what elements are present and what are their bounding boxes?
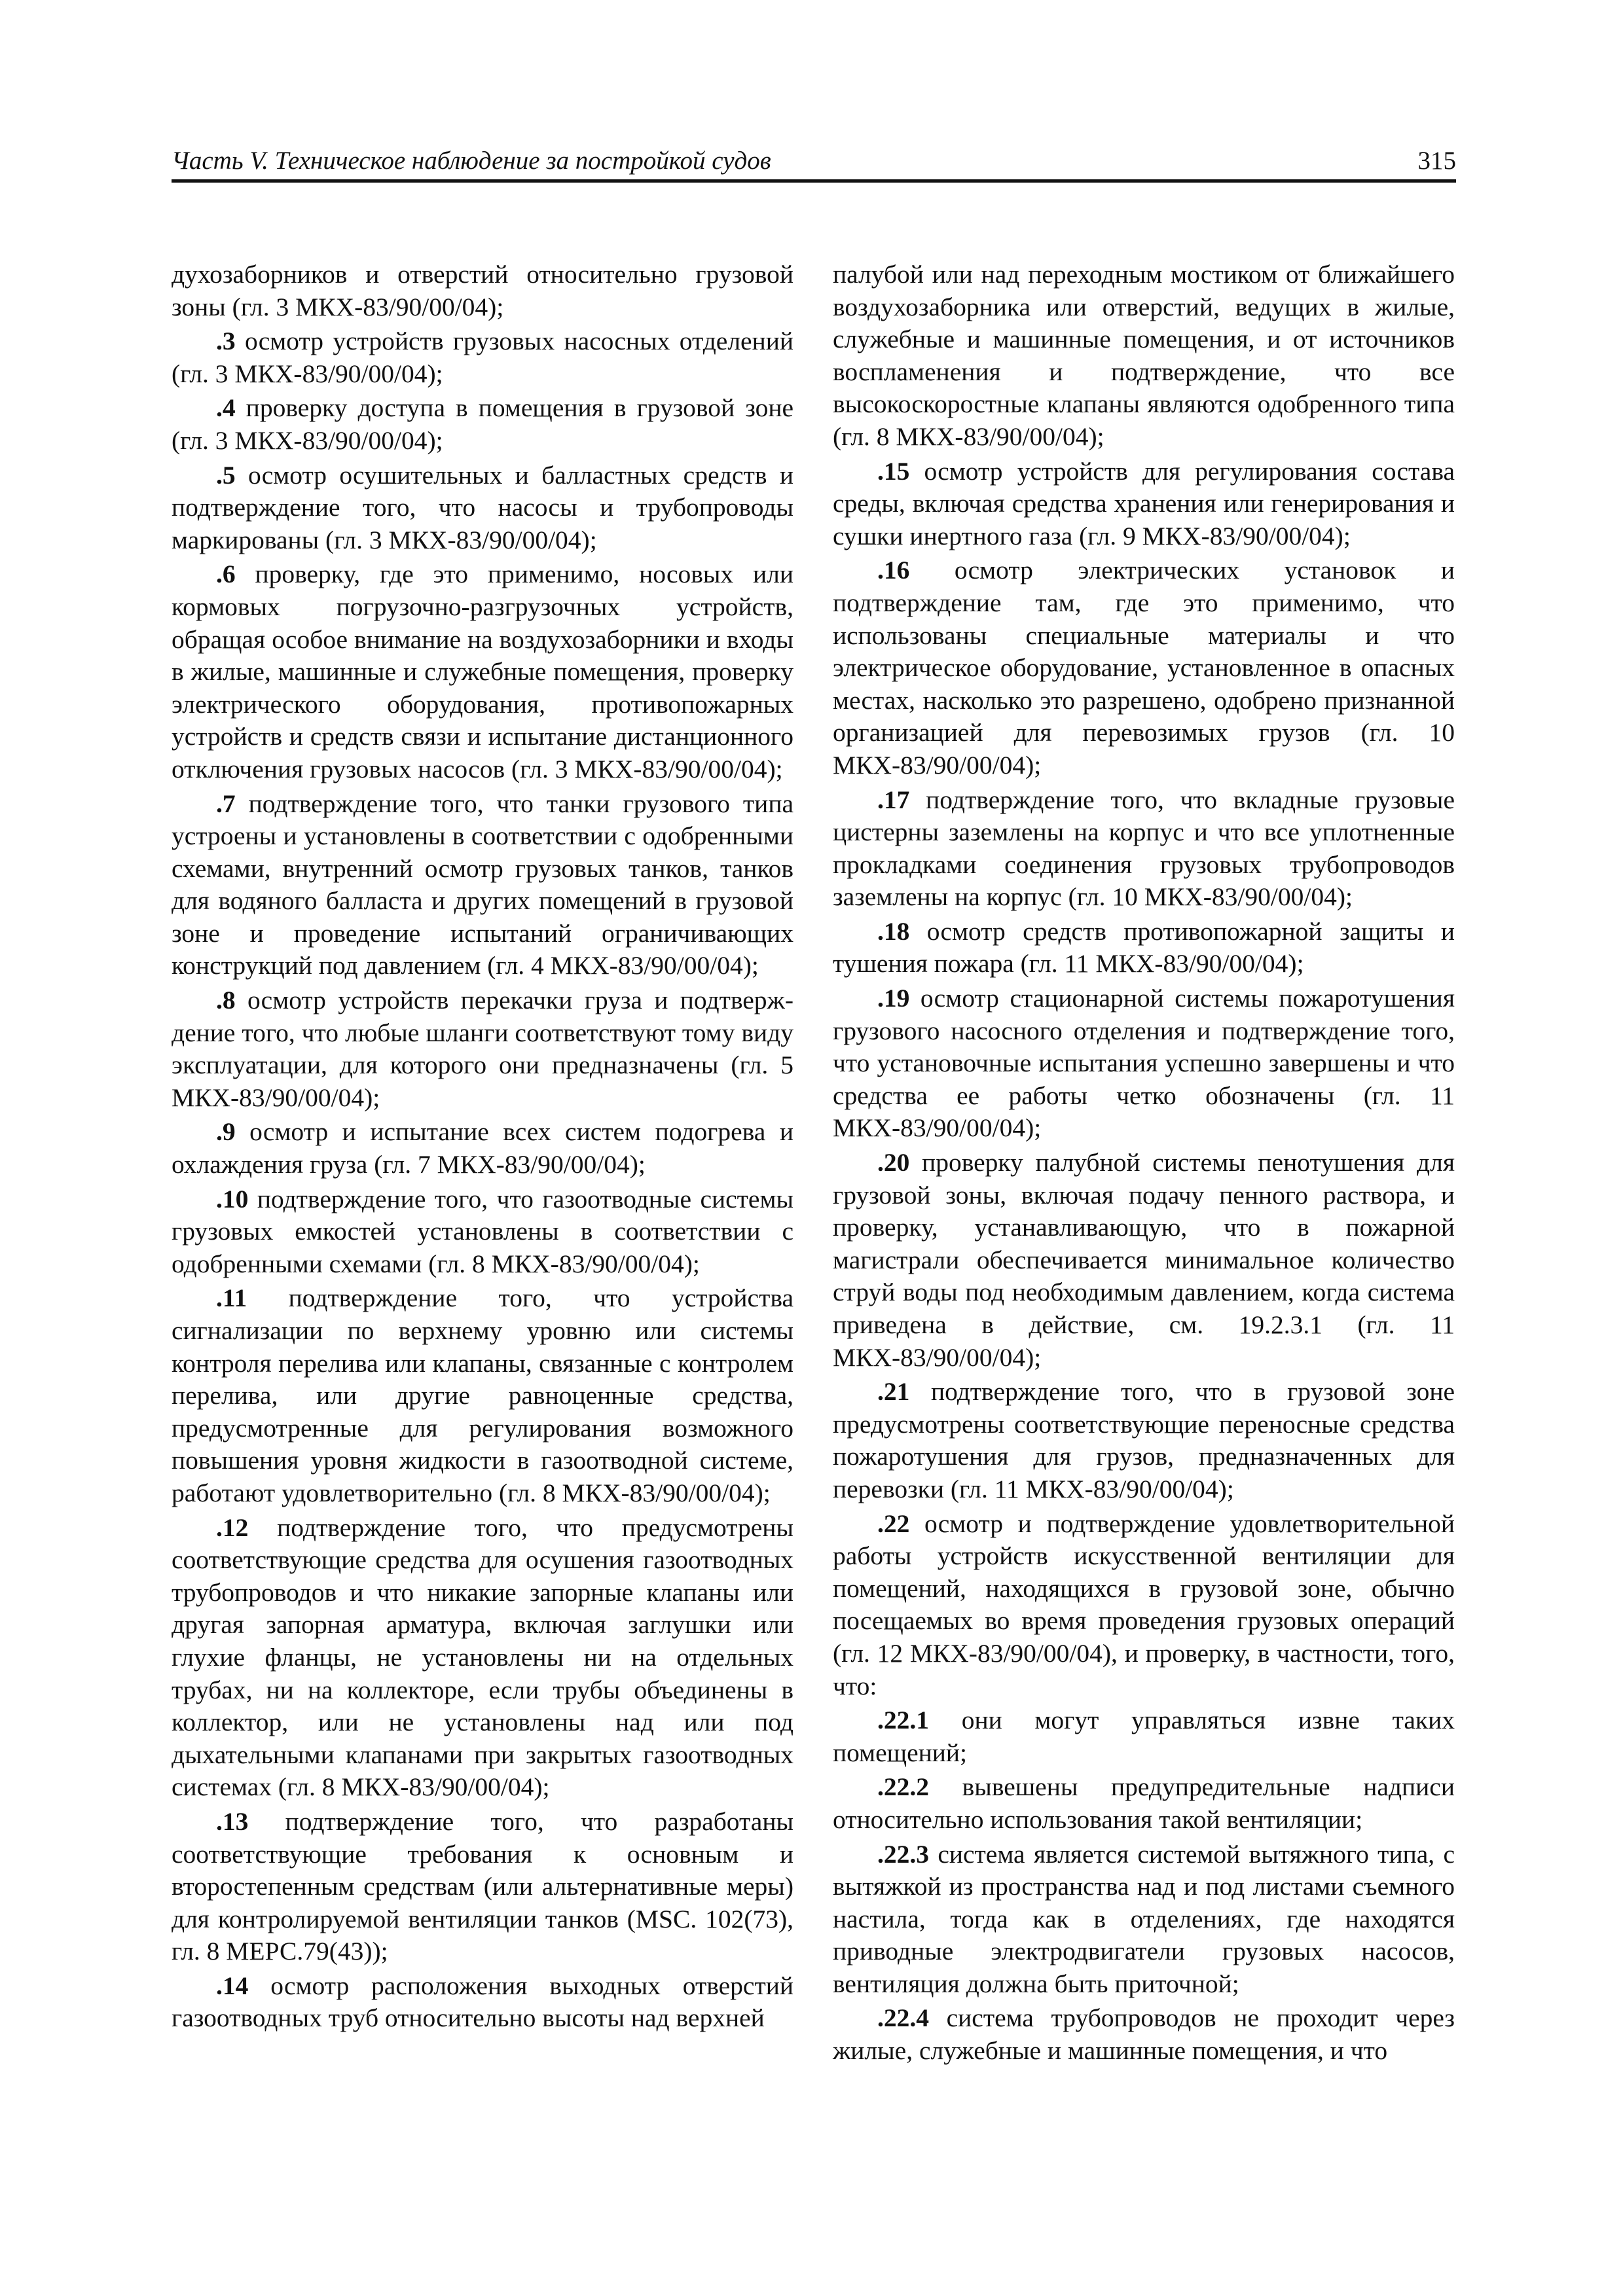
paragraph: .9 осмотр и испытание всех систем подогрева и охлаждения груза (гл. 7 МКХ-83/90/00/04); — [172, 1117, 793, 1179]
item-number: .5 — [216, 460, 236, 490]
item-number: .11 — [216, 1283, 247, 1313]
right-column — [833, 259, 1455, 2070]
item-number: .22.4 — [877, 2003, 929, 2033]
left-column — [172, 259, 793, 2037]
item-number: .9 — [216, 1117, 236, 1147]
item-number: .17 — [877, 785, 910, 814]
item-number: .22.1 — [877, 1706, 929, 1735]
page-number: 315 — [1417, 147, 1456, 175]
item-number: .15 — [877, 456, 910, 486]
item-number: .3 — [216, 327, 236, 356]
item-number: .10 — [216, 1184, 249, 1213]
item-number: .22.2 — [877, 1772, 929, 1802]
item-number: .6 — [216, 560, 236, 589]
running-header — [172, 143, 1456, 183]
paragraph: .3 осмотр устройств грузовых насосных отделений (гл. 3 МКХ-83/90/00/04); — [172, 327, 793, 388]
paragraph: .17 подтверждение того, что вкладные грузовые цистерны заземлены на корпус и что все уплотненные прокладками соединения грузовых трубопроводов заземлены на корпус (гл. 10 МКХ-83/90/00/04); — [833, 785, 1455, 912]
item-number: .16 — [877, 556, 910, 585]
paragraph: .16 осмотр электрических установок и подтверждение там, где это применимо, что использованы специальные материалы и что электрическое оборудование, установленное в опасных местах, насколько это разрешено, одобрено признанной организацией для перевозимых грузов (гл. 10 МКХ-83/90/00/04); — [833, 556, 1455, 780]
paragraph: .10 подтверждение того, что газоотводные системы грузовых емкостей установлены в соответствии с одобренными схемами (гл. 8 МКХ-83/90/00/04); — [172, 1184, 793, 1278]
paragraph: .22.2 вывешены предупредительные надписи относительно использования такой вентиляции; — [833, 1772, 1455, 1834]
paragraph: .18 осмотр средств противопожарной защиты и тушения пожара (гл. 11 МКХ-83/90/00/04); — [833, 916, 1455, 978]
item-number: .20 — [877, 1148, 910, 1177]
paragraph: .12 подтверждение того, что предусмотрены соответствующие средства для осушения газоотводных трубопроводов и что никакие запорные клапаны или другая запорная арматура, включая заглушки или глухие фланцы, не установлены ни на отдельных трубах, ни на коллекторе, если трубы объединены в коллектор, или не установлены над или под дыхательными клапанами при закрытых газоотводных системах (гл. 8 МКХ-83/90/00/04); — [172, 1513, 793, 1802]
item-number: .12 — [216, 1513, 249, 1542]
paragraph: .22.1 они могут управляться извне таких помещений; — [833, 1706, 1455, 1767]
item-number: .4 — [216, 393, 236, 423]
paragraph: .11 подтверждение того, что устройства сигнализации по верхнему уровню или системы контроля перелива или клапаны, связанные с контролем перелива, или другие равноценные средства, предусмотренные для регулирования возможного повышения уровня жидкости в газоотводной системе, работают удовлетворительно (гл. 8 МКХ-83/90/00/04); — [172, 1283, 793, 1507]
paragraph: .13 подтверждение того, что разработаны соответствующие требования к основным и второстепенным средствам (или альтернативные меры) для контролируемой вентиляции танков (MSC. 102(73), гл. 8 МЕРС.79(43)); — [172, 1806, 793, 1966]
paragraph: палубой или над переходным мостиком от ближайшего воздухозаборника или отверстий, ведущих в жилые, служебные и машинные помещения, и от источников воспламенения и подтверждение, что все высокоскоростные клапаны являются одобренного типа (гл. 8 МКХ-83/90/00/04); — [833, 260, 1455, 451]
paragraph: .14 осмотр расположения выходных отверстий газоотводных труб относительно высоты над верхней — [172, 1971, 793, 2033]
item-number: .21 — [877, 1377, 910, 1407]
item-number: .18 — [877, 916, 910, 946]
running-header-title: Часть V. Техническое наблюдение за постройкой судов — [172, 147, 771, 175]
paragraph: духозаборников и отверстий относительно грузовой зоны (гл. 3 МКХ-83/90/00/04); — [172, 260, 793, 321]
item-number: .22 — [877, 1509, 910, 1538]
paragraph: .19 осмотр стационарной системы пожаротушения грузового насосного отделения и подтверждение того, что установочные испытания успешно завершены и что средства ее работы четко обозначены (гл. 11 МКХ-83/90/00/04); — [833, 984, 1455, 1143]
item-number: .19 — [877, 984, 910, 1013]
paragraph: .7 подтверждение того, что танки грузового типа устроены и установлены в соответствии с одобренными схемами, внутренний осмотр грузовых танков, танков для водяного балласта и других помещений в грузовой зоне и проведение испытаний ограничивающих конструкций под давлением (гл. 4 МКХ-83/90/00/04); — [172, 789, 793, 980]
item-number: .13 — [216, 1806, 249, 1836]
paragraph: .22.3 система является системой вытяжного типа, с вытяжкой из пространства над и под листами съемного настила, тогда как в отделениях, где находятся приводные электродвигатели грузовых насосов, вентиляция должна быть приточной; — [833, 1839, 1455, 1998]
paragraph: .15 осмотр устройств для регулирования состава среды, включая средства хранения или генерирования и сушки инертного газа (гл. 9 МКХ-83/90/00/04); — [833, 456, 1455, 550]
paragraph: .20 проверку палубной системы пенотушения для грузовой зоны, включая подачу пенного раствора, и проверку, устанавливающую, что в пожарной магистрали обеспечивается минимальное количество струй воды под необходимым давлением, когда система приведена в действие, см. 19.2.3.1 (гл. 11 МКХ-83/90/00/04); — [833, 1148, 1455, 1372]
paragraph: .21 подтверждение того, что в грузовой зоне предусмотрены соответствующие переносные средства пожаротушения для грузов, предназначенных для перевозки (гл. 11 МКХ-83/90/00/04); — [833, 1377, 1455, 1503]
paragraph: .5 осмотр осушительных и балластных средств и подтверждение того, что насосы и трубопроводы маркированы (гл. 3 МКХ-83/90/00/04); — [172, 460, 793, 554]
item-number: .14 — [216, 1971, 249, 2000]
item-number: .8 — [216, 986, 236, 1015]
paragraph: .8 осмотр устройств перекачки груза и подтверждение того, что любые шланги соответствуют тому виду эксплуатации, для которого они предназначены (гл. 5 МКХ-83/90/00/04); — [172, 986, 793, 1112]
paragraph: .4 проверку доступа в помещения в грузовой зоне (гл. 3 МКХ-83/90/00/04); — [172, 393, 793, 455]
paragraph: .6 проверку, где это применимо, носовых или кормовых погрузочно-разгрузочных устройств, обращая особое внимание на воздухозаборники и входы в жилые, машинные и служебные помещения, проверку электрического оборудования, противопожарных устройств и средств связи и испытание дистанционного отключения грузовых насосов (гл. 3 МКХ-83/90/00/04); — [172, 560, 793, 783]
paragraph: .22.4 система трубопроводов не проходит через жилые, служебные и машинные помещения, и что — [833, 2003, 1455, 2066]
item-number: .7 — [216, 789, 236, 818]
paragraph: .22 осмотр и подтверждение удовлетворительной работы устройств искусственной вентиляции для помещений, находящихся в грузовой зоне, обычно посещаемых во время проведения грузовых операций (гл. 12 МКХ-83/90/00/04), и проверку, в частности, того, что: — [833, 1509, 1455, 1700]
item-number: .22.3 — [877, 1839, 929, 1869]
